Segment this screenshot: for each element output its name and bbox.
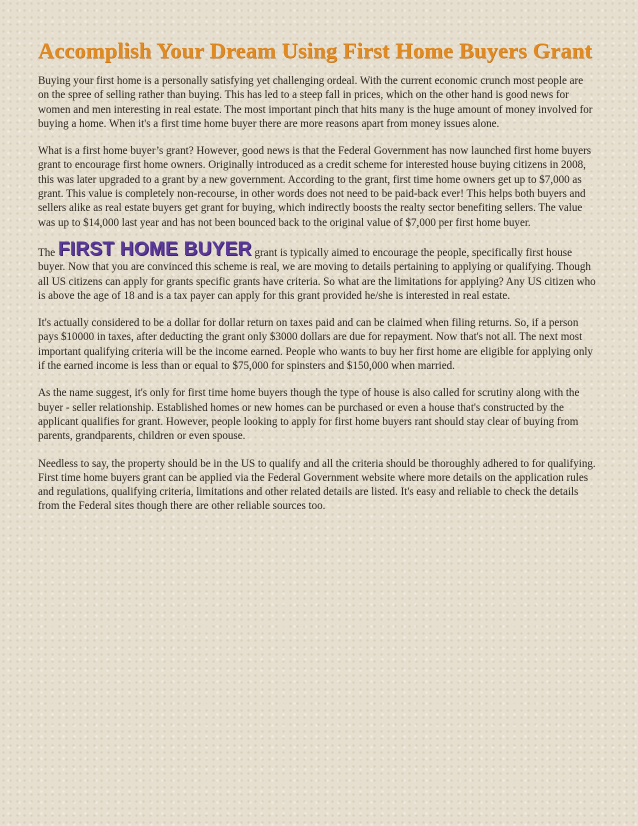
paragraph-eligibility: As the name suggest, it's only for first time home buyers though the type of house is also called for scrutiny along with the buyer - seller relationship. Established homes or new homes can be purchased or even a house that's constructed by the applicant qualifies for grant. However, people looking to apply for first home buyers rant should stay clear of buying from parents, grandparents, children or even spouse. <box>38 387 580 443</box>
document-title: Accomplish Your Dream Using First Home Buyers Grant <box>38 38 593 63</box>
paragraph-intro: Buying your first home is a personally satisfying yet challenging ordeal. With the current economic crunch most people are on the spree of selling rather than buying. This has led to a steep fall in prices, which on the other hand is good news for women and men interesting in real estate. The most important pinch that hits many is the huge amount of money involved for buying a home. When it's a first time home buyer there are more reasons apart from money issues alone. <box>38 75 593 130</box>
paragraph-conclusion: Needless to say, the property should be in the US to qualify and all the criteria should be thoroughly adhered to for qualifying. First time home buyers grant can be applied via the Federal Government website where more details on the application rules and regulations, qualifying criteria, limitations and other related details are listed. It's easy and reliable to check the details from the Federal sites though there are other reliable sources too. <box>38 457 596 513</box>
banner-lead-text: The <box>38 246 56 259</box>
first-home-buyer-banner: FIRST HOME BUYER <box>57 238 252 260</box>
banner-trailing-text: grant is typically aimed to encourage the people, specifically first house buyer. Now that you are convinced this scheme is real, we are moving to details pertaining to applying or qualifying. Though all US citizens can apply for grants specific grants have criteria. So what are the limitations for applying? Any US citizen who is above the age of 18 and is a tax payer can apply for this grant provided he/she is interested in real estate. <box>38 246 596 302</box>
paragraph-tax-return: It's actually considered to be a dollar for dollar return on taxes paid and can be claimed when filing returns. So, if a person pays $10000 in taxes, after deducting the grant only $3000 dollars are due for repayment. Now that's not all. The next most important qualifying criteria will be the income earned. People who wants to buy her first home are eligible for applying only if the earned income is less than or equal to $75,000 for spinsters and $150,000 when married. <box>38 317 593 373</box>
paragraph-banner <box>38 238 596 303</box>
paragraph-what-is-grant: What is a first home buyer’s grant? However, good news is that the Federal Government has now launched first home buyers grant to encourage first home owners. Originally introduced as a credit scheme for interested house buying citizens in 2008, this was later upgraded to a grant by a new government. According to the grant, first time home owners get up to $7,000 as grant. This value is completely non-recourse, in other words does not need to be paid-back ever! This helps both buyers and sellers alike as real estate buyers get grant for buying, which indirectly boosts the realty sector benefiting sellers. The value was up to $14,000 last year and has not been bounced back to the original value of $7,000 per first home buyer. <box>38 145 592 229</box>
